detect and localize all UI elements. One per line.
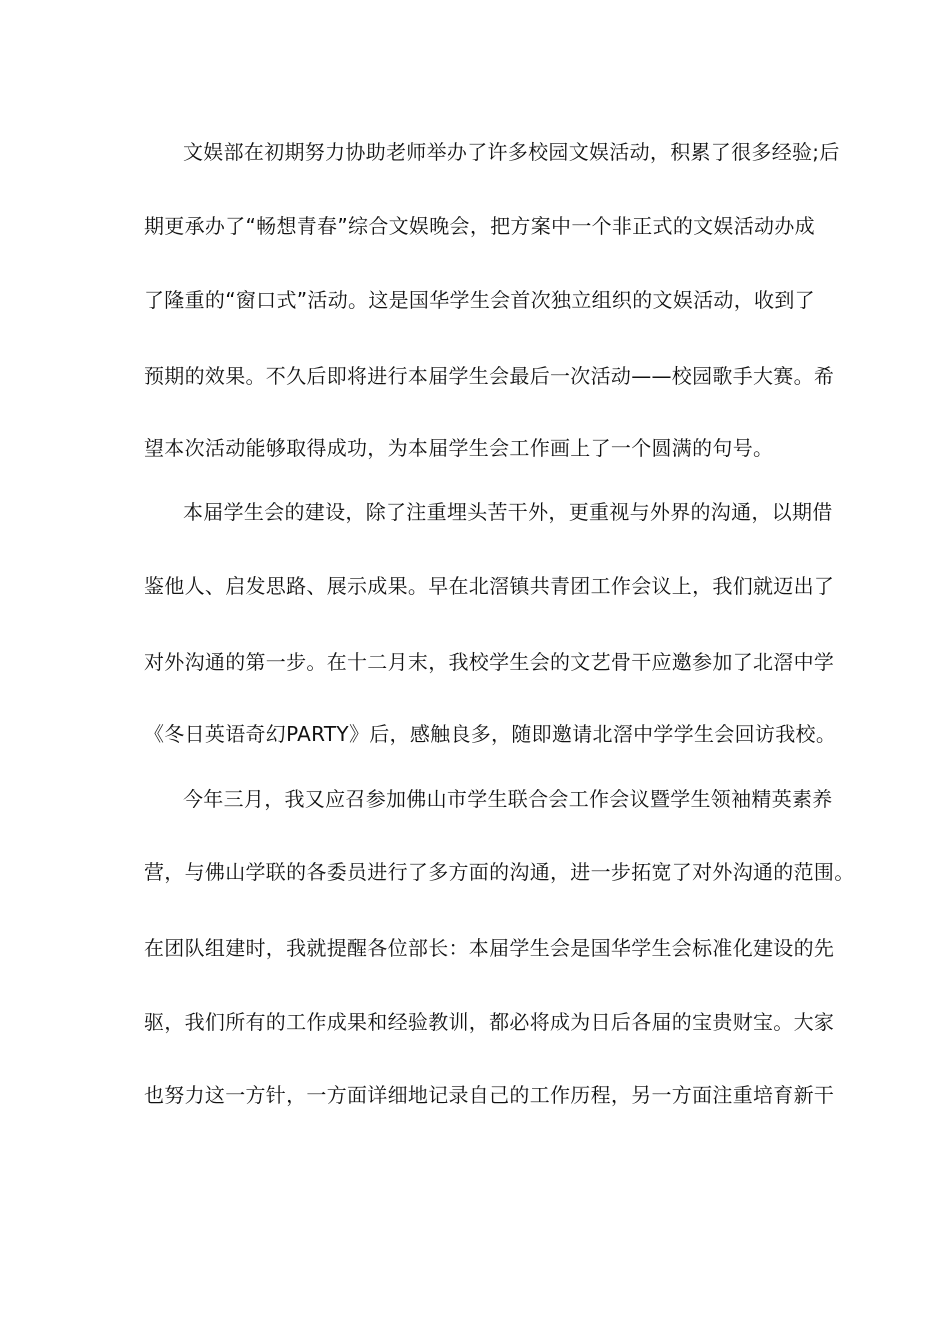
paragraph-2-line-2: 鉴他人、启发思路、展示成果。早在北滘镇共青团工作会议上，我们就迈出了 <box>144 574 835 598</box>
paragraph-1-line-4: 预期的效果。不久后即将进行本届学生会最后一次活动——校园歌手大赛。希 <box>144 364 835 388</box>
paragraph-2-line-1: 本届学生会的建设，除了注重埋头苦干外，更重视与外界的沟通，以期借 <box>183 500 833 524</box>
paragraph-1-line-5: 望本次活动能够取得成功，为本届学生会工作画上了一个圆满的句号。 <box>144 436 774 460</box>
paragraph-3-line-5: 也努力这一方针，一方面详细地记录自己的工作历程，另一方面注重培育新干 <box>144 1083 835 1107</box>
paragraph-1-line-1: 文娱部在初期努力协助老师举办了许多校园文娱活动，积累了很多经验;后 <box>183 140 840 164</box>
paragraph-2-line-3: 对外沟通的第一步。在十二月末，我校学生会的文艺骨干应邀参加了北滘中学 <box>144 650 835 674</box>
paragraph-3-line-4: 驱，我们所有的工作成果和经验教训，都必将成为日后各届的宝贵财宝。大家 <box>144 1010 835 1034</box>
paragraph-1-line-2: 期更承办了“畅想青春”综合文娱晚会，把方案中一个非正式的文娱活动办成 <box>144 214 815 238</box>
paragraph-3-line-3: 在团队组建时，我就提醒各位部长：本届学生会是国华学生会标准化建设的先 <box>144 936 835 960</box>
paragraph-1-line-3: 了隆重的“窗口式”活动。这是国华学生会首次独立组织的文娱活动，收到了 <box>144 288 815 312</box>
paragraph-2-line-4: 《冬日英语奇幻PARTY》后，感触良多，随即邀请北滘中学学生会回访我校。 <box>144 722 837 746</box>
paragraph-3-line-1: 今年三月，我又应召参加佛山市学生联合会工作会议暨学生领袖精英素养 <box>183 787 833 811</box>
paragraph-3-line-2: 营，与佛山学联的各委员进行了多方面的沟通，进一步拓宽了对外沟通的范围。 <box>144 860 855 884</box>
